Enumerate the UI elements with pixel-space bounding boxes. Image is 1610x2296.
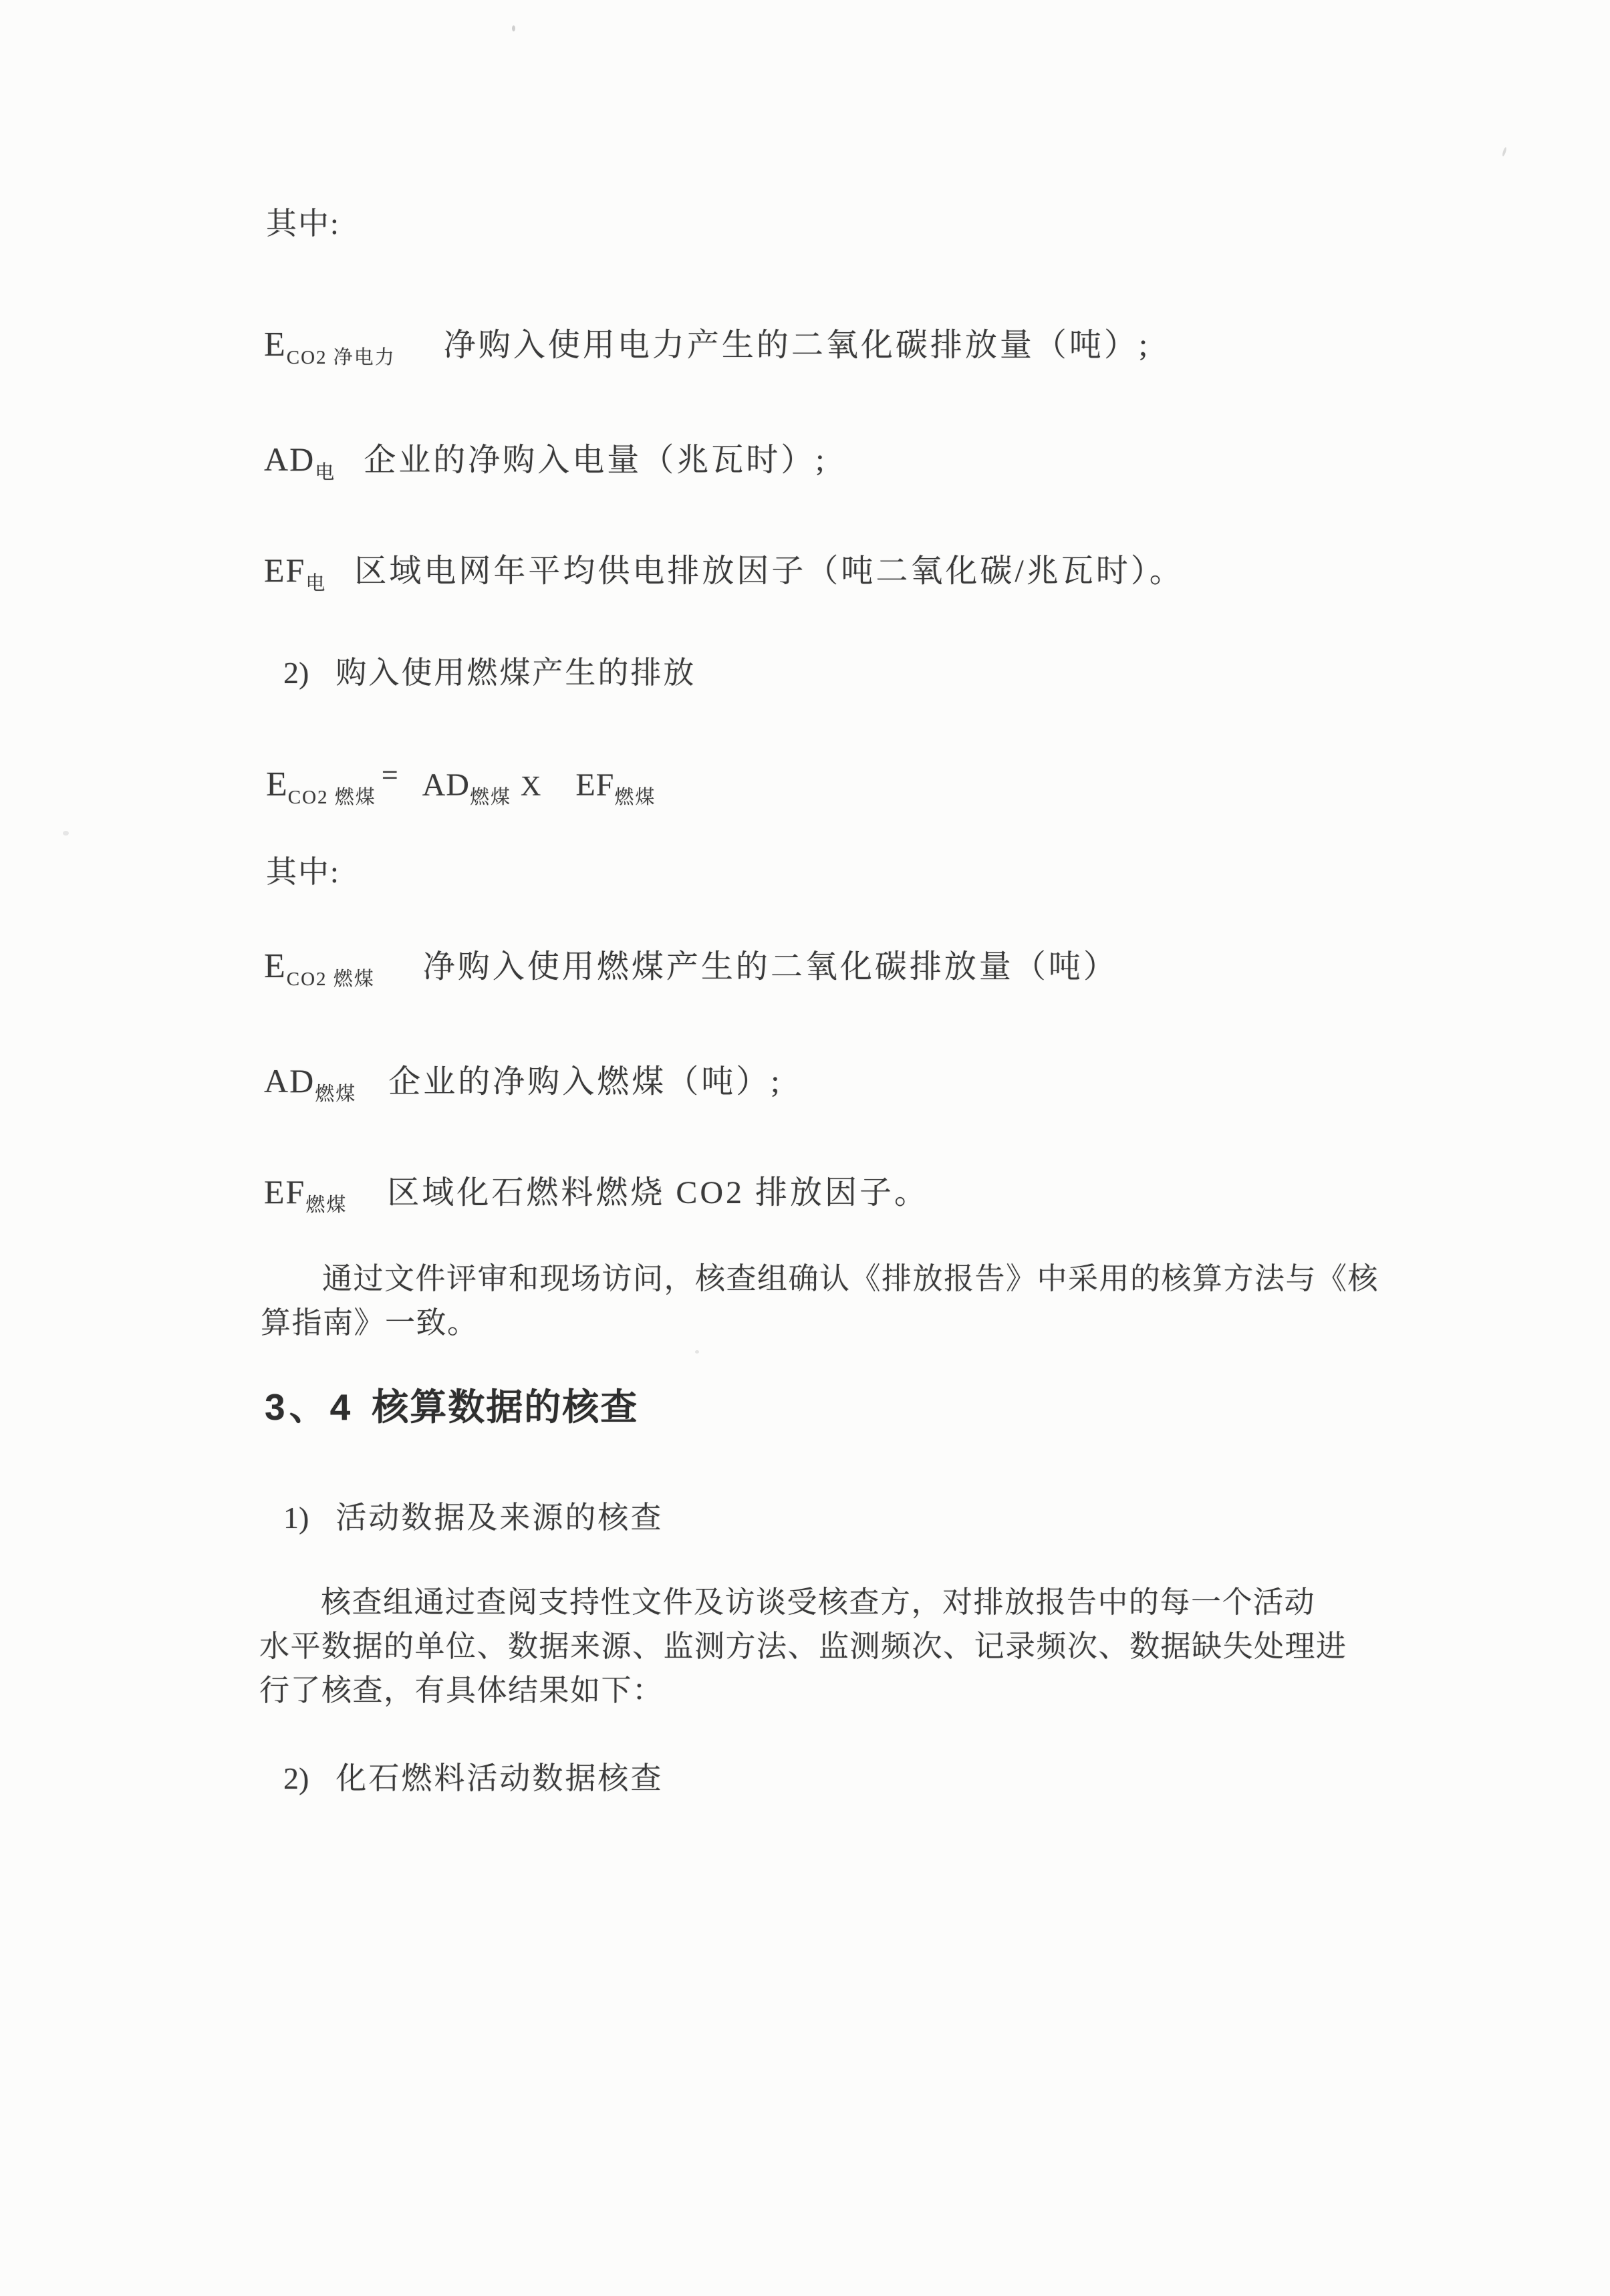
item-label: 2) xyxy=(283,1761,309,1795)
section-heading xyxy=(265,1386,639,1428)
list-item-activity-data xyxy=(283,1503,663,1533)
section-heading-number: 3、4 xyxy=(265,1386,355,1428)
formula-ad-subscript: 燃煤 xyxy=(469,787,511,808)
scan-speck xyxy=(63,831,69,836)
term-symbol-subscript: 电 xyxy=(315,462,336,483)
formula-equals-sign: = xyxy=(381,759,398,791)
paragraph-line: 行了核查，有具体结果如下： xyxy=(259,1674,664,1707)
term-definition: 企业的净购入电量（兆瓦时）; xyxy=(364,442,827,478)
term-definition: 区域电网年平均供电排放因子（吨二氧化碳/兆瓦时）。 xyxy=(354,553,1184,589)
term-definition: 企业的净购入燃煤（吨）; xyxy=(388,1064,783,1100)
formula-multiply-sign: X xyxy=(520,771,541,802)
term-symbol-subscript: 燃煤 xyxy=(305,1194,348,1216)
where-label-2: 其中: xyxy=(266,855,340,889)
item-label: 1) xyxy=(283,1501,309,1535)
term-symbol-main: AD xyxy=(264,1062,315,1100)
term-symbol-main: AD xyxy=(264,440,315,478)
where-label-1: 其中: xyxy=(266,207,340,241)
term-row-ad-coal xyxy=(264,1064,783,1104)
section-heading-title: 核算数据的核查 xyxy=(372,1386,639,1428)
term-definition: 区域化石燃料燃烧 CO2 排放因子。 xyxy=(387,1175,930,1210)
formula-ad-main: AD xyxy=(422,767,470,803)
formula-ef-main: EF xyxy=(575,767,615,803)
formula-lhs-main: E xyxy=(266,765,288,803)
scan-speck xyxy=(512,25,515,31)
item-label: 2) xyxy=(283,656,309,690)
list-item-fossil-fuel xyxy=(283,1763,663,1794)
scan-speck xyxy=(1502,147,1507,157)
term-symbol-main: EF xyxy=(264,551,306,589)
term-symbol-subscript: 燃煤 xyxy=(315,1083,357,1105)
paragraph-line: 通过文件评审和现场访问，核查组确认《排放报告》中采用的核算方法与《核 xyxy=(322,1262,1379,1295)
para-method-confirmation xyxy=(261,1257,1379,1345)
term-row-ef-electricity xyxy=(264,553,1184,594)
formula-lhs-subscript: CO2 燃煤 xyxy=(287,787,376,808)
term-row-ef-coal xyxy=(264,1175,929,1215)
term-row-e-electricity xyxy=(264,328,1150,368)
term-symbol-subscript: CO2 燃煤 xyxy=(286,969,375,990)
paragraph-line: 核查组通过查阅支持性文件及访谈受核查方，对排放报告中的每一个活动 xyxy=(321,1585,1316,1619)
term-row-ad-electricity xyxy=(264,442,827,483)
paragraph-line: 算指南》一致。 xyxy=(261,1306,479,1340)
term-symbol-main: E xyxy=(264,326,287,364)
term-symbol-main: EF xyxy=(264,1173,306,1210)
formula-ef-subscript: 燃煤 xyxy=(614,787,656,808)
term-symbol-main: E xyxy=(264,947,287,985)
term-symbol-subscript: CO2 净电力 xyxy=(286,347,396,368)
term-row-e-coal xyxy=(264,949,1118,989)
scan-speck xyxy=(695,1350,699,1354)
item-text: 化石燃料活动数据核查 xyxy=(336,1761,664,1795)
list-item-coal-emission xyxy=(283,658,696,688)
term-symbol-subscript: 电 xyxy=(305,573,327,594)
item-text: 购入使用燃煤产生的排放 xyxy=(336,656,696,690)
paragraph-line: 水平数据的单位、数据来源、监测方法、监测频次、记录频次、数据缺失处理进 xyxy=(259,1630,1347,1663)
term-definition: 净购入使用电力产生的二氧化碳排放量（吨）; xyxy=(443,328,1151,363)
item-text: 活动数据及来源的核查 xyxy=(336,1501,664,1535)
term-definition: 净购入使用燃煤产生的二氧化碳排放量（吨） xyxy=(422,949,1118,985)
para-activity-check xyxy=(259,1580,1347,1712)
emission-formula xyxy=(266,761,656,807)
